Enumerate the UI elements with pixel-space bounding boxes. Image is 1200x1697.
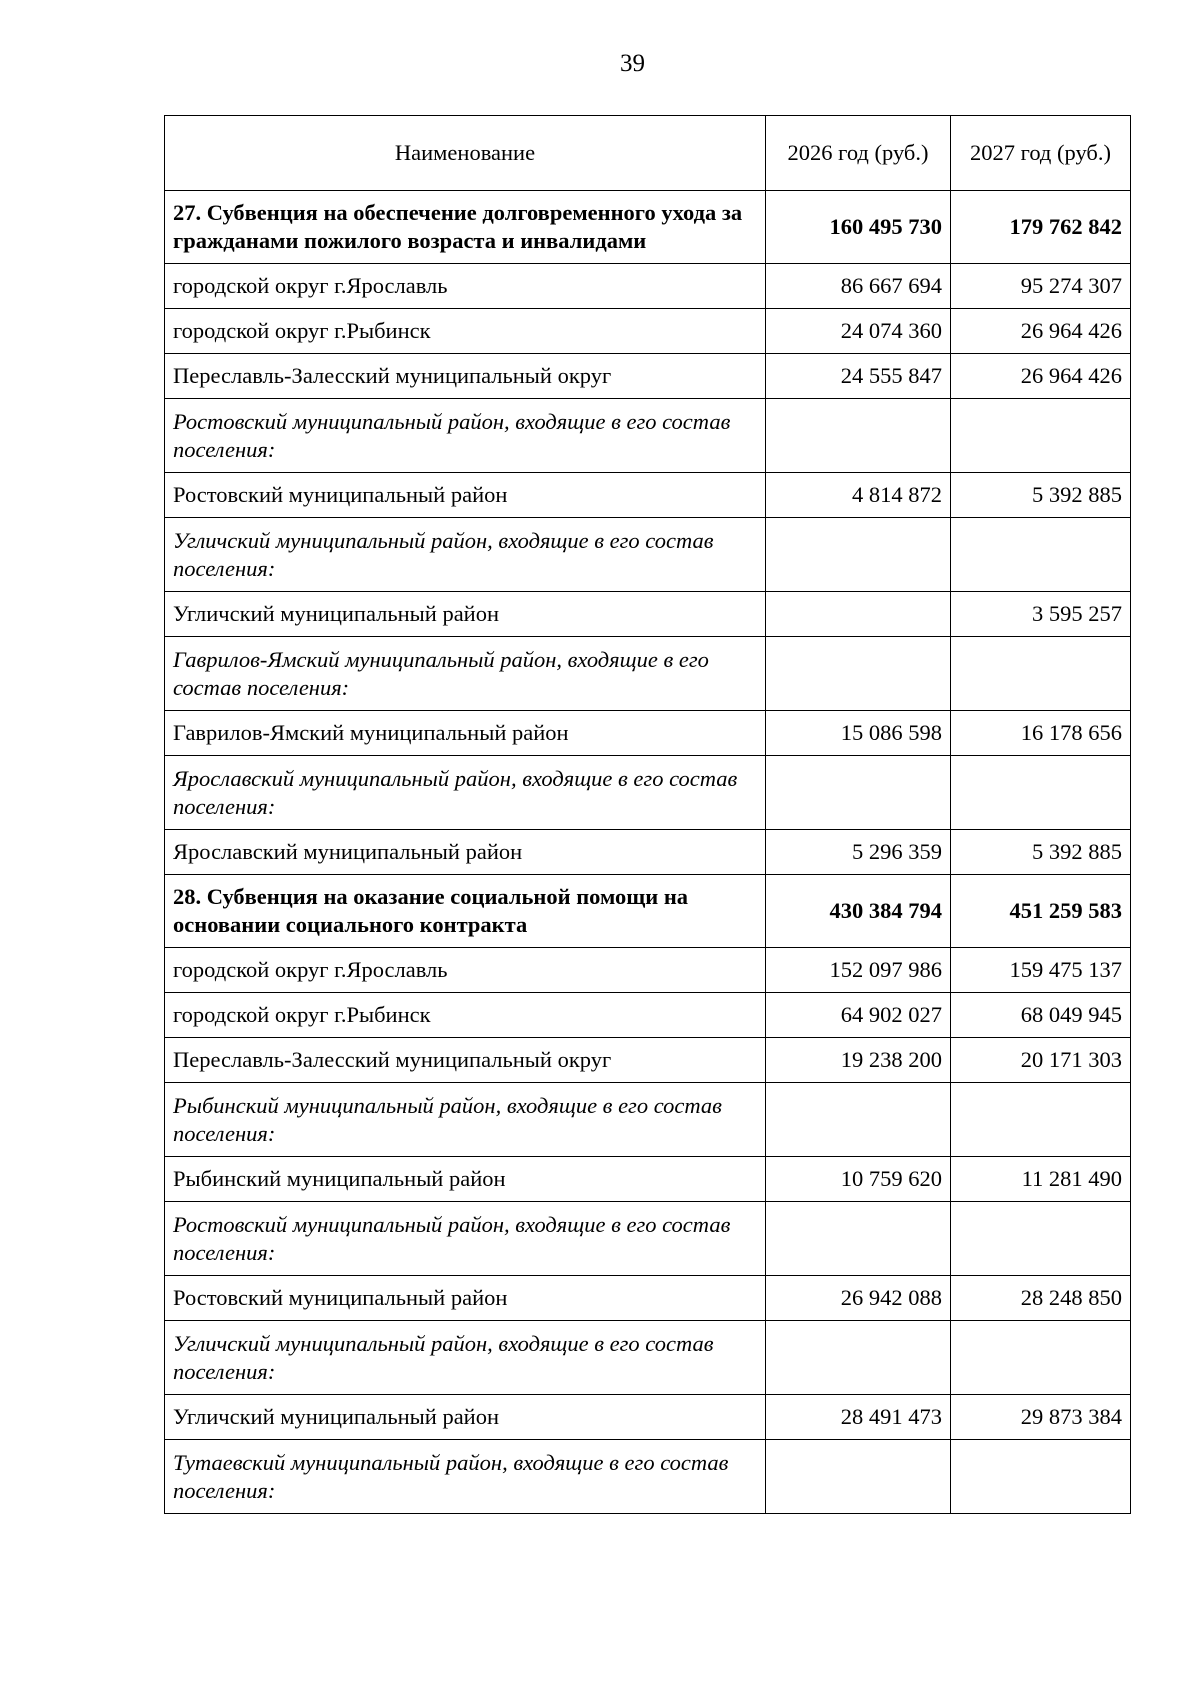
cell-2026: 24 074 360 — [766, 309, 951, 354]
table-row — [165, 993, 1131, 1038]
cell-2027 — [951, 756, 1131, 830]
cell-2027: 26 964 426 — [951, 354, 1131, 399]
cell-2026 — [766, 1202, 951, 1276]
section-row — [165, 191, 1131, 264]
cell-name: Ярославский муниципальный район — [165, 830, 766, 875]
cell-2027: 3 595 257 — [951, 592, 1131, 637]
subheading-row — [165, 399, 1131, 473]
cell-2027 — [951, 1202, 1131, 1276]
table-row — [165, 309, 1131, 354]
subheading-row — [165, 1083, 1131, 1157]
cell-2027: 159 475 137 — [951, 948, 1131, 993]
cell-2027 — [951, 399, 1131, 473]
section-row — [165, 875, 1131, 948]
cell-name: городской округ г.Рыбинск — [165, 993, 766, 1038]
cell-2026 — [766, 518, 951, 592]
cell-2026: 19 238 200 — [766, 1038, 951, 1083]
cell-2026 — [766, 592, 951, 637]
cell-name: Переславль-Залесский муниципальный округ — [165, 1038, 766, 1083]
cell-name: 27. Субвенция на обеспечение долговременного ухода за гражданами пожилого возраста и инвалидами — [165, 191, 766, 264]
cell-2027: 29 873 384 — [951, 1395, 1131, 1440]
cell-2027: 26 964 426 — [951, 309, 1131, 354]
cell-name: Ростовский муниципальный район — [165, 1276, 766, 1321]
subheading-row — [165, 1321, 1131, 1395]
cell-2027: 20 171 303 — [951, 1038, 1131, 1083]
cell-2026: 28 491 473 — [766, 1395, 951, 1440]
cell-2027: 11 281 490 — [951, 1157, 1131, 1202]
subheading-row — [165, 637, 1131, 711]
subheading-row — [165, 518, 1131, 592]
table-row — [165, 711, 1131, 756]
cell-2026 — [766, 756, 951, 830]
cell-name: Гаврилов-Ямский муниципальный район, входящие в его состав поселения: — [165, 637, 766, 711]
cell-name: Ростовский муниципальный район, входящие в его состав поселения: — [165, 399, 766, 473]
table-row — [165, 1038, 1131, 1083]
cell-2026: 430 384 794 — [766, 875, 951, 948]
subheading-row — [165, 1440, 1131, 1514]
cell-name: городской округ г.Рыбинск — [165, 309, 766, 354]
cell-name: Ростовский муниципальный район — [165, 473, 766, 518]
cell-2026: 5 296 359 — [766, 830, 951, 875]
table-row — [165, 1395, 1131, 1440]
cell-2026: 24 555 847 — [766, 354, 951, 399]
cell-name: городской округ г.Ярославль — [165, 264, 766, 309]
cell-2027 — [951, 1083, 1131, 1157]
cell-2026: 160 495 730 — [766, 191, 951, 264]
header-name: Наименование — [165, 116, 766, 191]
cell-name: Рыбинский муниципальный район — [165, 1157, 766, 1202]
cell-2026: 64 902 027 — [766, 993, 951, 1038]
cell-2026 — [766, 1083, 951, 1157]
cell-2026 — [766, 1321, 951, 1395]
cell-2026 — [766, 1440, 951, 1514]
table-row — [165, 473, 1131, 518]
cell-2027 — [951, 518, 1131, 592]
table-row — [165, 264, 1131, 309]
cell-2027: 5 392 885 — [951, 473, 1131, 518]
cell-2026: 152 097 986 — [766, 948, 951, 993]
page-number: 39 — [620, 50, 645, 77]
cell-2026: 4 814 872 — [766, 473, 951, 518]
cell-name: Ростовский муниципальный район, входящие в его состав поселения: — [165, 1202, 766, 1276]
cell-2026: 86 667 694 — [766, 264, 951, 309]
subheading-row — [165, 1202, 1131, 1276]
cell-2027: 451 259 583 — [951, 875, 1131, 948]
cell-2027 — [951, 1321, 1131, 1395]
header-2026: 2026 год (руб.) — [766, 116, 951, 191]
cell-2026 — [766, 399, 951, 473]
cell-2026: 26 942 088 — [766, 1276, 951, 1321]
table-header-row — [165, 116, 1131, 191]
subheading-row — [165, 756, 1131, 830]
cell-name: Угличский муниципальный район, входящие в его состав поселения: — [165, 518, 766, 592]
table-row — [165, 1276, 1131, 1321]
cell-name: Ярославский муниципальный район, входящие в его состав поселения: — [165, 756, 766, 830]
table-row — [165, 1157, 1131, 1202]
cell-name: Тутаевский муниципальный район, входящие в его состав поселения: — [165, 1440, 766, 1514]
cell-2027: 95 274 307 — [951, 264, 1131, 309]
cell-name: Рыбинский муниципальный район, входящие в его состав поселения: — [165, 1083, 766, 1157]
cell-name: Гаврилов-Ямский муниципальный район — [165, 711, 766, 756]
cell-name: городской округ г.Ярославль — [165, 948, 766, 993]
cell-name: 28. Субвенция на оказание социальной помощи на основании социального контракта — [165, 875, 766, 948]
cell-2026: 15 086 598 — [766, 711, 951, 756]
cell-2027 — [951, 637, 1131, 711]
cell-2026 — [766, 637, 951, 711]
table-row — [165, 948, 1131, 993]
budget-table — [164, 115, 1131, 1514]
cell-2026: 10 759 620 — [766, 1157, 951, 1202]
cell-2027: 5 392 885 — [951, 830, 1131, 875]
table-body — [165, 191, 1131, 1514]
cell-2027: 68 049 945 — [951, 993, 1131, 1038]
cell-name: Угличский муниципальный район, входящие в его состав поселения: — [165, 1321, 766, 1395]
cell-2027 — [951, 1440, 1131, 1514]
table-row — [165, 354, 1131, 399]
cell-2027: 28 248 850 — [951, 1276, 1131, 1321]
cell-2027: 179 762 842 — [951, 191, 1131, 264]
cell-name: Угличский муниципальный район — [165, 592, 766, 637]
header-2027: 2027 год (руб.) — [951, 116, 1131, 191]
cell-2027: 16 178 656 — [951, 711, 1131, 756]
cell-name: Угличский муниципальный район — [165, 1395, 766, 1440]
table-row — [165, 830, 1131, 875]
table-row — [165, 592, 1131, 637]
cell-name: Переславль-Залесский муниципальный округ — [165, 354, 766, 399]
